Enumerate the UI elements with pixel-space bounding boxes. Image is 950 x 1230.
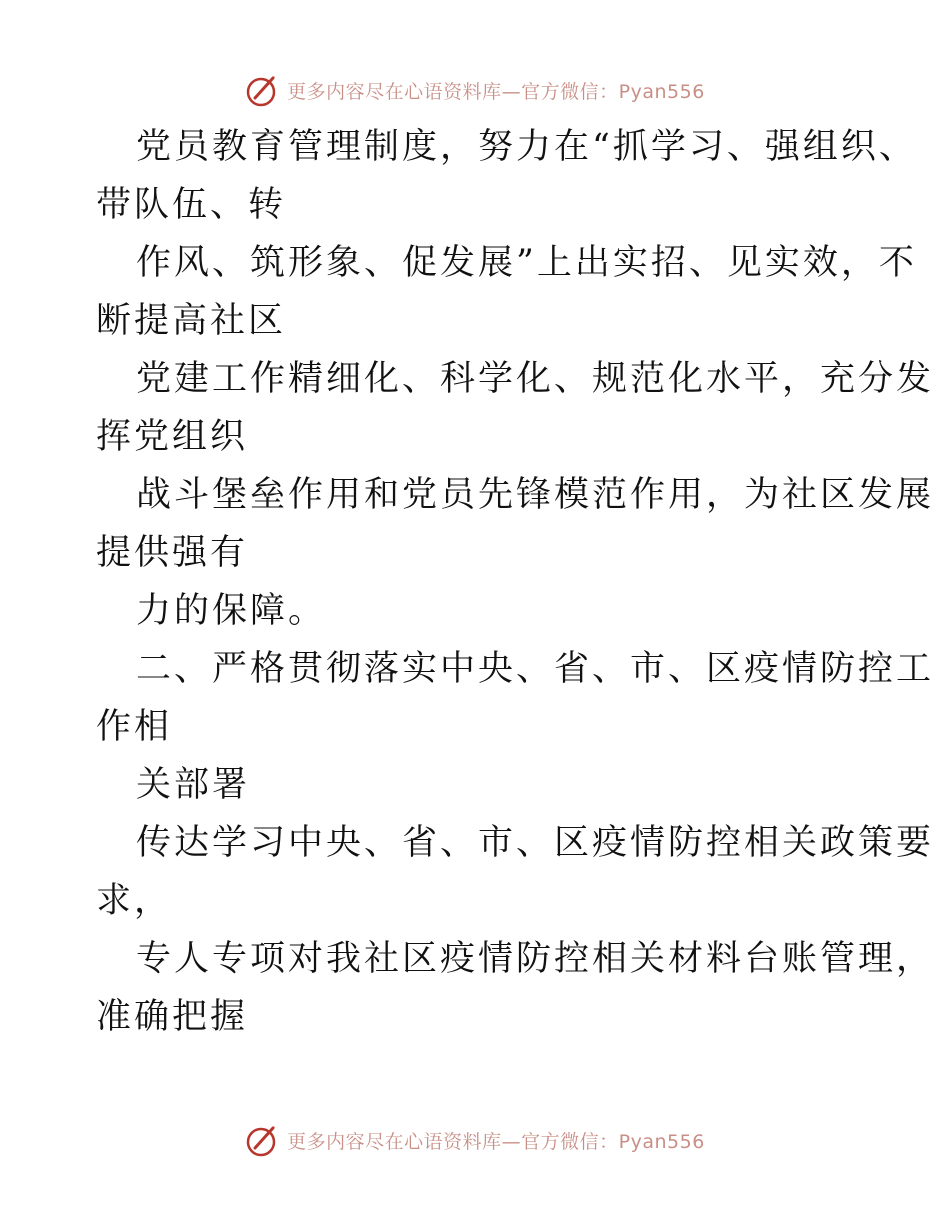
- body-line: 挥党组织: [96, 417, 249, 457]
- body-line: 提供强有: [96, 533, 249, 573]
- body-line: 传达学习中央、省、市、区疫情防控相关政策要: [136, 823, 935, 863]
- body-line: 断提高社区: [96, 301, 287, 341]
- body-line: 力的保障。: [136, 591, 327, 631]
- body-line: 专人专项对我社区疫情防控相关材料台账管理，: [136, 939, 935, 979]
- body-line: 战斗堡垒作用和党员先锋模范作用，为社区发展: [136, 475, 935, 515]
- body-line: 党员教育管理制度，努力在“抓学习、强组织、: [136, 127, 917, 167]
- body-line: 党建工作精细化、科学化、规范化水平，充分发: [136, 359, 935, 399]
- body-line: 准确把握: [96, 997, 249, 1037]
- watermark-text: 更多内容尽在心语资料库—官方微信：Pyan556: [287, 1130, 705, 1153]
- header-watermark: [0, 72, 950, 108]
- feather-logo-icon: [245, 1122, 281, 1158]
- body-line: 求，: [96, 881, 173, 921]
- section-heading: 二、严格贯彻落实中央、省、市、区疫情防控工: [136, 649, 935, 689]
- body-line: 作风、筑形象、促发展”上出实招、见实效，不: [136, 243, 917, 283]
- footer-watermark: [0, 1122, 950, 1158]
- feather-logo-icon: [245, 72, 281, 108]
- section-heading-continuation: 作相: [96, 707, 173, 747]
- watermark-text: 更多内容尽在心语资料库—官方微信：Pyan556: [287, 80, 705, 103]
- body-line: 带队伍、转: [96, 185, 287, 225]
- section-heading-continuation: 关部署: [136, 765, 251, 805]
- document-body: [96, 118, 935, 1046]
